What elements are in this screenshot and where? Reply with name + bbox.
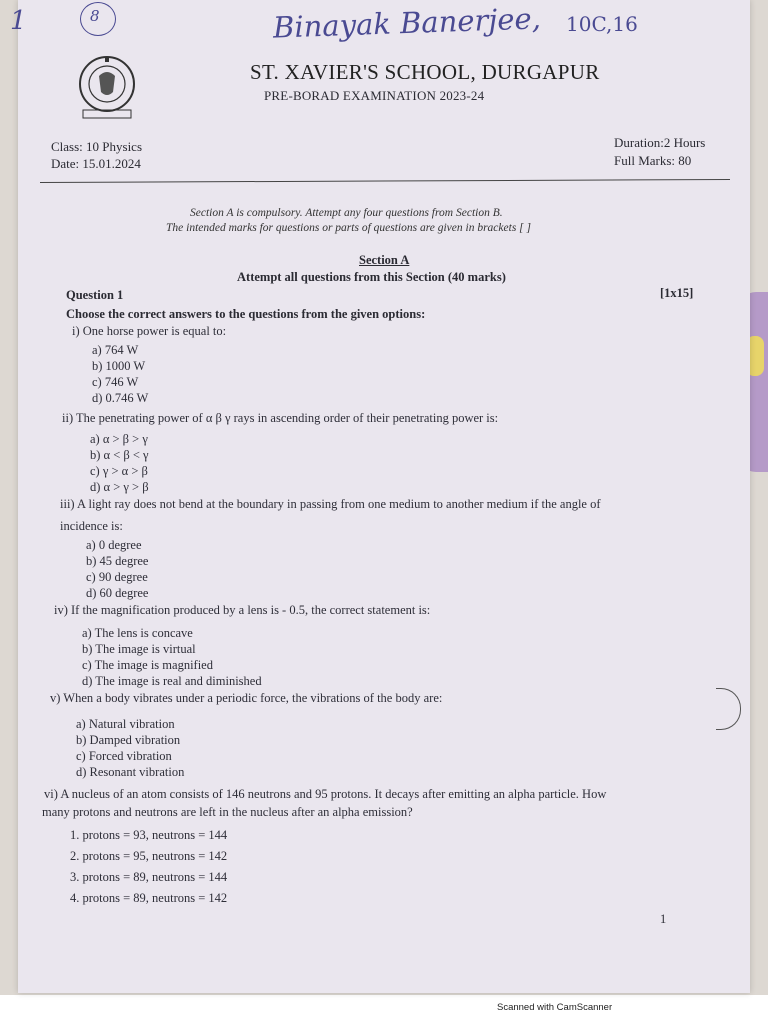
duration-label: Duration:2 Hours [614,135,706,150]
handwritten-tick: 1 [10,6,27,36]
class-label: Class: 10 Physics [51,139,143,154]
option: c) The image is magnified [82,658,213,672]
scanner-watermark: Scanned with CamScanner [497,1002,613,1013]
question-stem: v) When a body vibrates under a periodic force, the vibrations of the body are: [50,691,443,705]
section-title: Section A [359,253,410,267]
option: a) α > β > γ [90,432,148,446]
option: 3. protons = 89, neutrons = 144 [70,870,228,884]
option: b) α < β < γ [90,448,149,462]
option: a) 764 W [92,343,139,357]
score-circle-text: 8 [90,7,100,25]
option: d) α > γ > β [90,480,149,494]
date-label: Date: 15.01.2024 [51,156,141,171]
option: c) 746 W [92,375,139,389]
question-stem: iv) If the magnification produced by a lens is - 0.5, the correct statement is: [54,603,431,617]
option: c) γ > α > β [90,464,148,478]
question-stem: iii) A light ray does not bend at the boundary in passing from one medium to another medium if the angle of [60,497,601,511]
question-marks: [1x15] [660,286,694,300]
option: b) The image is virtual [82,642,196,656]
question-stem-continued: incidence is: [60,519,123,533]
question-stem-continued: many protons and neutrons are left in the nucleus after an alpha emission? [42,805,413,819]
full-marks-label: Full Marks: 80 [614,153,692,168]
school-name: ST. XAVIER'S SCHOOL, DURGAPUR [250,60,600,84]
question-stem: vi) A nucleus of an atom consists of 146 neutrons and 95 protons. It decays after emitting an alpha particle. How [44,787,607,801]
score-circle [80,2,116,36]
question-stem: i) One horse power is equal to: [72,324,227,338]
exam-paper [10,0,750,993]
option: 1. protons = 93, neutrons = 144 [70,828,228,842]
option: c) 90 degree [86,570,148,584]
student-class-roll: 10C,16 [566,12,638,36]
option: c) Forced vibration [76,749,172,763]
exam-name: PRE-BORAD EXAMINATION 2023-24 [264,88,485,103]
question-stem: ii) The penetrating power of α β γ rays in ascending order of their penetrating power is: [62,411,499,425]
option: b) 45 degree [86,554,149,568]
header-divider [40,179,730,183]
option: b) Damped vibration [76,733,181,747]
option: d) Resonant vibration [76,765,185,779]
section-subtitle: Attempt all questions from this Section (40 marks) [237,270,506,284]
option: d) 60 degree [86,586,149,600]
option: a) 0 degree [86,538,142,552]
student-name: Binayak Banerjee, [272,1,542,45]
option: b) 1000 W [92,359,146,373]
option: 2. protons = 95, neutrons = 142 [70,849,228,863]
option: d) 0.746 W [92,391,149,405]
page-number: 1 [660,912,667,926]
option: a) The lens is concave [82,626,193,640]
option: a) Natural vibration [76,717,175,731]
option: 4. protons = 89, neutrons = 142 [70,891,228,905]
school-crest-logo [75,52,139,124]
option: d) The image is real and diminished [82,674,262,688]
question-label: Question 1 [66,288,124,302]
instruction-line-2: The intended marks for questions or parts of questions are given in brackets [ ] [166,222,531,234]
question-directive: Choose the correct answers to the questions from the given options: [66,307,426,321]
instruction-line-1: Section A is compulsory. Attempt any four questions from Section B. [190,207,503,219]
